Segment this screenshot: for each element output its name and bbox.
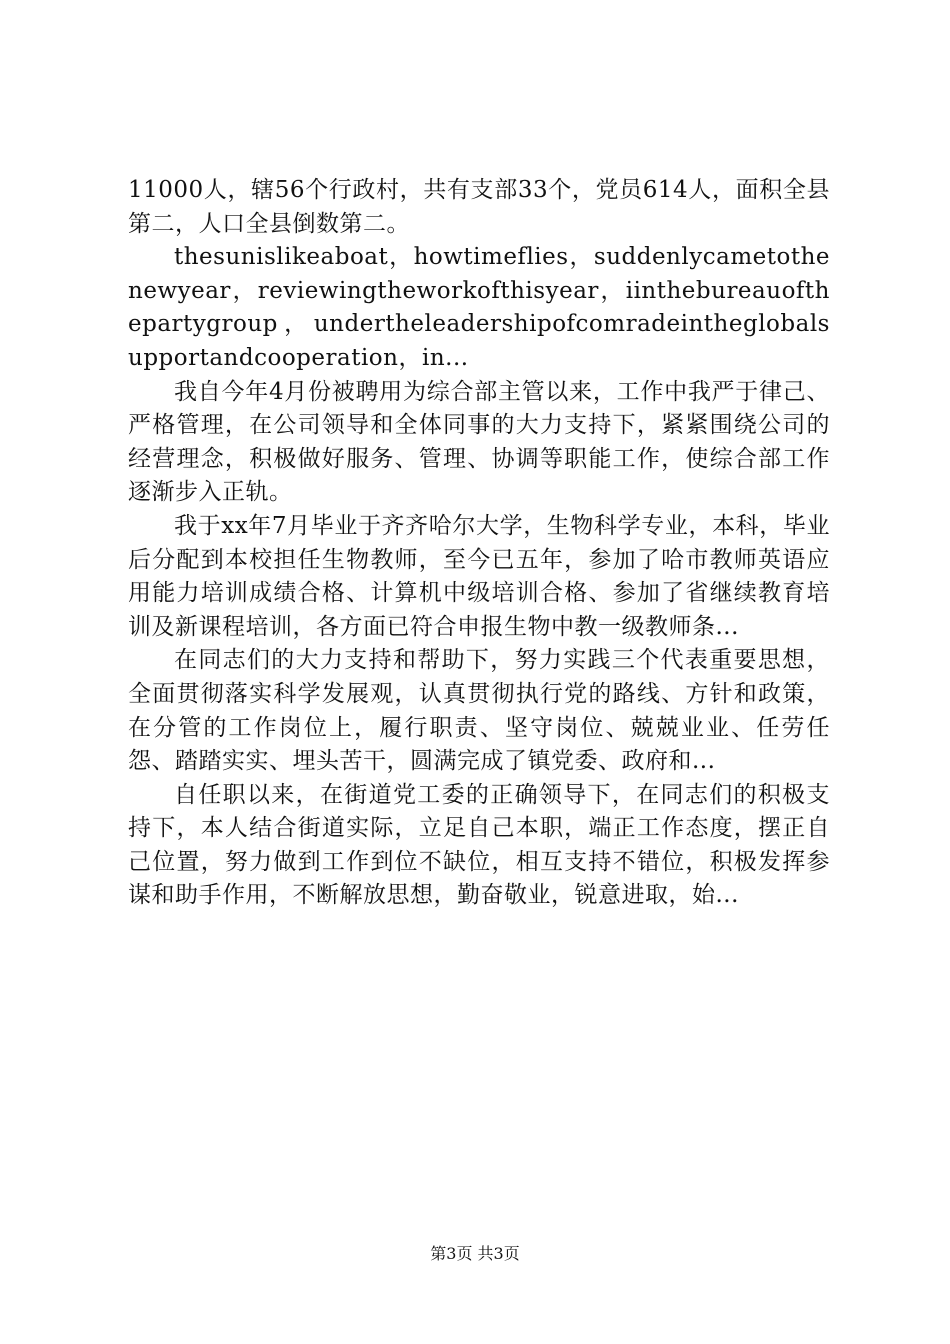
paragraph-street-office: 自任职以来，在街道党工委的正确领导下，在同志们的积极支持下，本人结合街道实际，立足自己本职，端正工作态度，摆正自己位置，努力做到工作到位不缺位，相互支持不错位，积极发挥参谋和助手作用，不断解放思想，勤奋敬业，锐意进取，始... — [128, 781, 830, 909]
paragraph-comrades-support: 在同志们的大力支持和帮助下，努力实践三个代表重要思想，全面贯彻落实科学发展观，认真贯彻执行党的路线、方针和政策，在分管的工作岗位上，履行职责、坚守岗位、兢兢业业、任劳任怨、踏踏实实、埋头苦干，圆满完成了镇党委、政府和... — [128, 647, 830, 775]
paragraph-english: thesunislikeaboat，howtimeflies，suddenlycametothenewyear，reviewingtheworkofthisyear，iinthebureauofthepartygroup，undertheleadershipofcomradeintheglobalsupportandcooperation，in... — [128, 244, 830, 371]
paragraph-continued: 11000人，辖56个行政村，共有支部33个，党员614人，面积全县第二，人口全县倒数第二。 — [128, 177, 830, 237]
page-number-footer: 第3页 共3页 — [430, 1244, 520, 1263]
paragraph-biology-teacher: 我于xx年7月毕业于齐齐哈尔大学，生物科学专业，本科，毕业后分配到本校担任生物教师，至今已五年，参加了哈市教师英语应用能力培训成绩合格、计算机中级培训合格、参加了省继续教育培训及新课程培训，各方面已符合申报生物中教一级教师条... — [128, 512, 830, 640]
document-body — [128, 174, 830, 913]
paragraph-comprehensive-dept: 我自今年4月份被聘用为综合部主管以来，工作中我严于律己、严格管理，在公司领导和全体同事的大力支持下，紧紧围绕公司的经营理念，积极做好服务、管理、协调等职能工作，使综合部工作逐渐步入正轨。 — [128, 378, 830, 506]
